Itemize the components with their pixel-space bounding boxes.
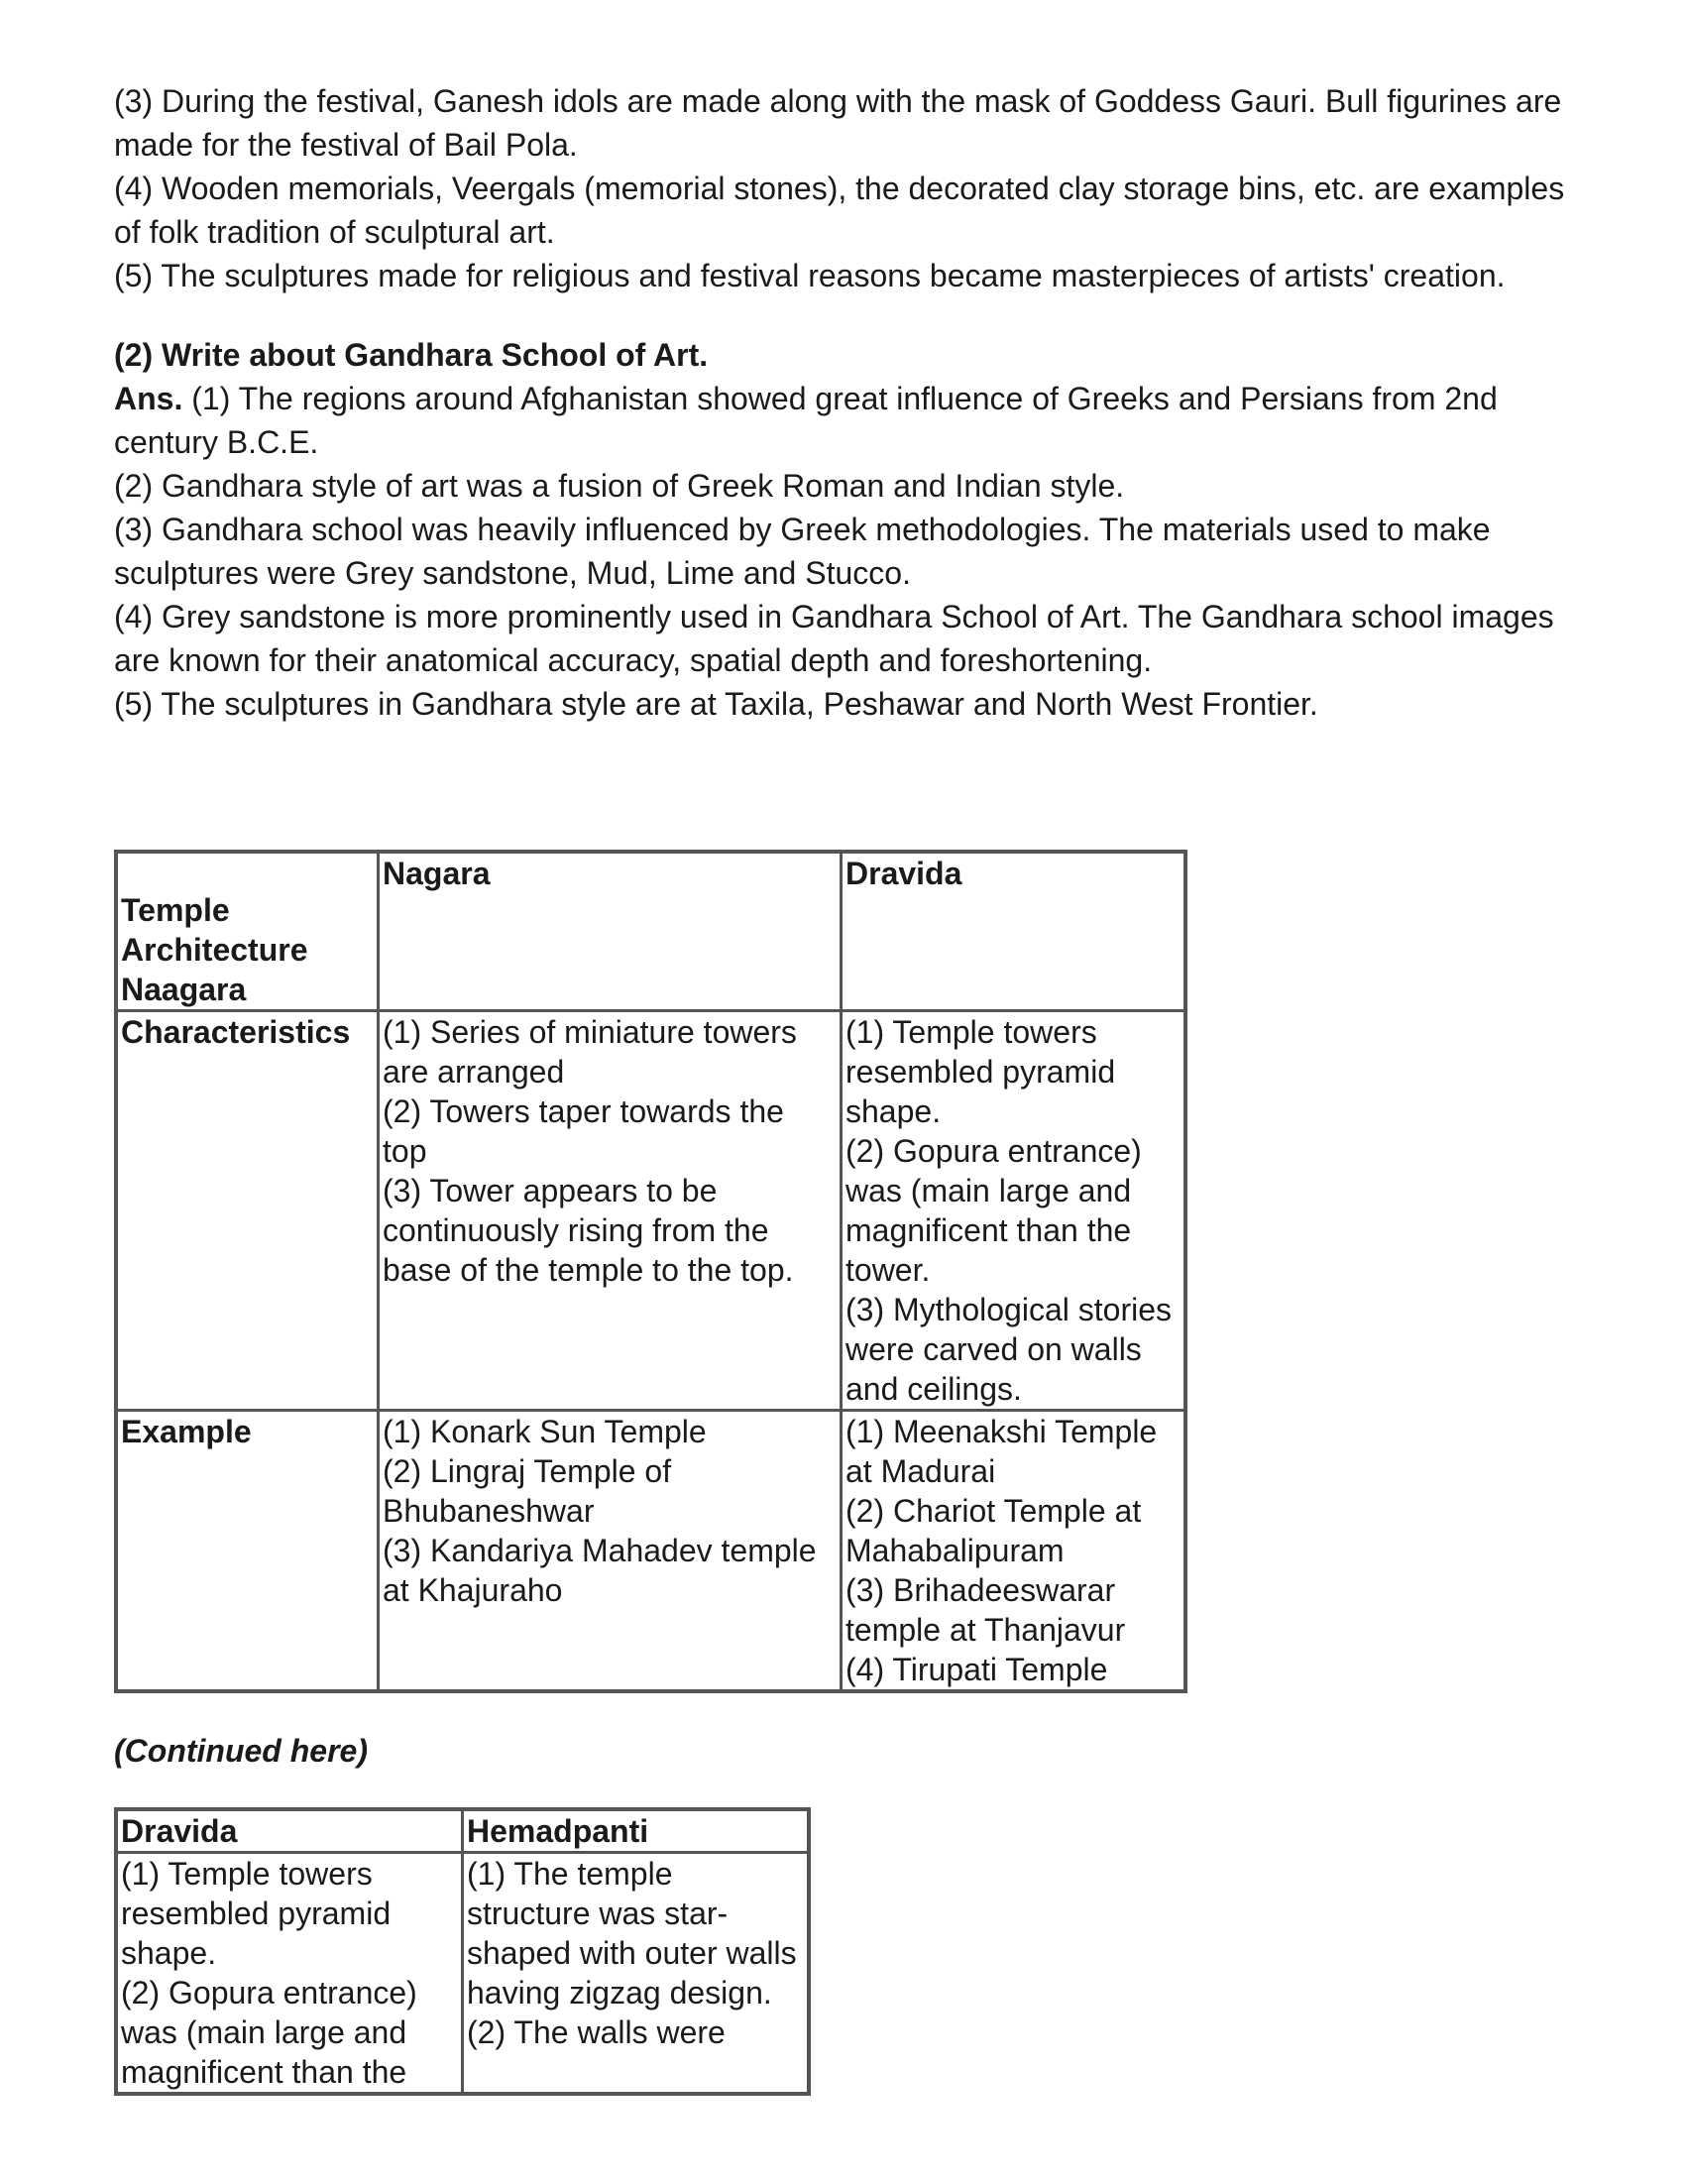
list-item: (3) Mythological stories were carved on walls and ceilings. (845, 1291, 1172, 1407)
table-row-characteristics (116, 1010, 1185, 1410)
dravida-cell (116, 1853, 463, 2095)
answer-point-2: (2) Gandhara style of art was a fusion of Greek Roman and Indian style. (114, 468, 1125, 504)
row-label-example: Example (116, 1410, 379, 1691)
list-item: (1) The temple structure was star-shaped with outer walls having zigzag design. (467, 1856, 797, 2011)
document-body (114, 79, 1581, 726)
table-header-row (116, 852, 1185, 1010)
table-header-row (116, 1809, 809, 1853)
header-nagara: Nagara (379, 852, 842, 1010)
corner-header-line: Architecture (121, 931, 308, 968)
hemadpanti-cell (463, 1853, 810, 2095)
list-item: (3) Kandariya Mahadev temple at Khajuraho (383, 1532, 817, 1608)
intro-point-3: (3) During the festival, Ganesh idols are made along with the mask of Goddess Gauri. Bull figurines are made for the festival of Bail Pola. (114, 83, 1562, 163)
row-label-characteristics: Characteristics (116, 1010, 379, 1410)
list-item: (1) Temple towers resembled pyramid shape. (121, 1856, 392, 1971)
list-item: (2) Lingraj Temple of Bhubaneshwar (383, 1452, 672, 1529)
list-item: (3) Brihadeeswarar temple at Thanjavur (845, 1571, 1126, 1648)
list-item: (2) The walls were (467, 2014, 726, 2050)
list-item: (2) Chariot Temple at Mahabalipuram (845, 1492, 1142, 1568)
temple-architecture-table (114, 850, 1187, 1693)
list-item: (4) Tirupati Temple (845, 1651, 1108, 1687)
intro-point-5: (5) The sculptures made for religious and festival reasons became masterpieces of artists' creation. (114, 258, 1506, 293)
corner-header-cell (116, 852, 379, 1010)
dravida-hemadpanti-table (114, 1807, 811, 2096)
table-row (116, 1853, 809, 2095)
answer-label: Ans. (114, 381, 183, 416)
header-dravida: Dravida (842, 852, 1186, 1010)
answer-point-1-text: (1) The regions around Afghanistan showed great influence of Greeks and Persians from 2nd century B.C.E. (114, 381, 1498, 460)
corner-header-line: Naagara (121, 971, 247, 1007)
list-item: (2) Towers taper towards the top (383, 1092, 784, 1169)
nagara-example-cell (379, 1410, 842, 1691)
continued-label: (Continued here) (114, 1733, 368, 1769)
list-item: (1) Temple towers resembled pyramid shape. (845, 1013, 1116, 1129)
list-item: (2) Gopura entrance) was (main large and magnificent than the (121, 1975, 417, 2090)
dravida-hemadpanti-table-wrapper (114, 1807, 818, 2102)
header-hemadpanti: Hemadpanti (463, 1809, 810, 1853)
answer-point-4: (4) Grey sandstone is more prominently used in Gandhara School of Art. The Gandhara school images are known for their anatomical accuracy, spatial depth and foreshortening. (114, 599, 1554, 678)
nagara-characteristics-cell (379, 1010, 842, 1410)
list-item: (1) Konark Sun Temple (383, 1413, 707, 1449)
corner-header-line: Temple (121, 891, 230, 928)
header-dravida: Dravida (116, 1809, 463, 1853)
dravida-characteristics-cell (842, 1010, 1186, 1410)
answer-point-3: (3) Gandhara school was heavily influenced by Greek methodologies. The materials used to make sculptures were Grey sandstone, Mud, Lime and Stucco. (114, 512, 1491, 591)
question-heading: (2) Write about Gandhara School of Art. (114, 337, 709, 373)
list-item: (2) Gopura entrance) was (main large and magnificent than the tower. (845, 1132, 1142, 1288)
table-row-example (116, 1410, 1185, 1691)
dravida-example-cell (842, 1410, 1186, 1691)
list-item: (3) Tower appears to be continuously rising from the base of the temple to the top. (383, 1172, 794, 1288)
answer-point-1 (114, 377, 1581, 464)
list-item: (1) Series of miniature towers are arranged (383, 1013, 797, 1090)
list-item: (1) Meenakshi Temple at Madurai (845, 1413, 1158, 1489)
answer-point-5: (5) The sculptures in Gandhara style are at Taxila, Peshawar and North West Frontier. (114, 686, 1318, 722)
intro-point-4: (4) Wooden memorials, Veergals (memorial stones), the decorated clay storage bins, etc. are examples of folk tradition of sculptural art. (114, 171, 1565, 250)
